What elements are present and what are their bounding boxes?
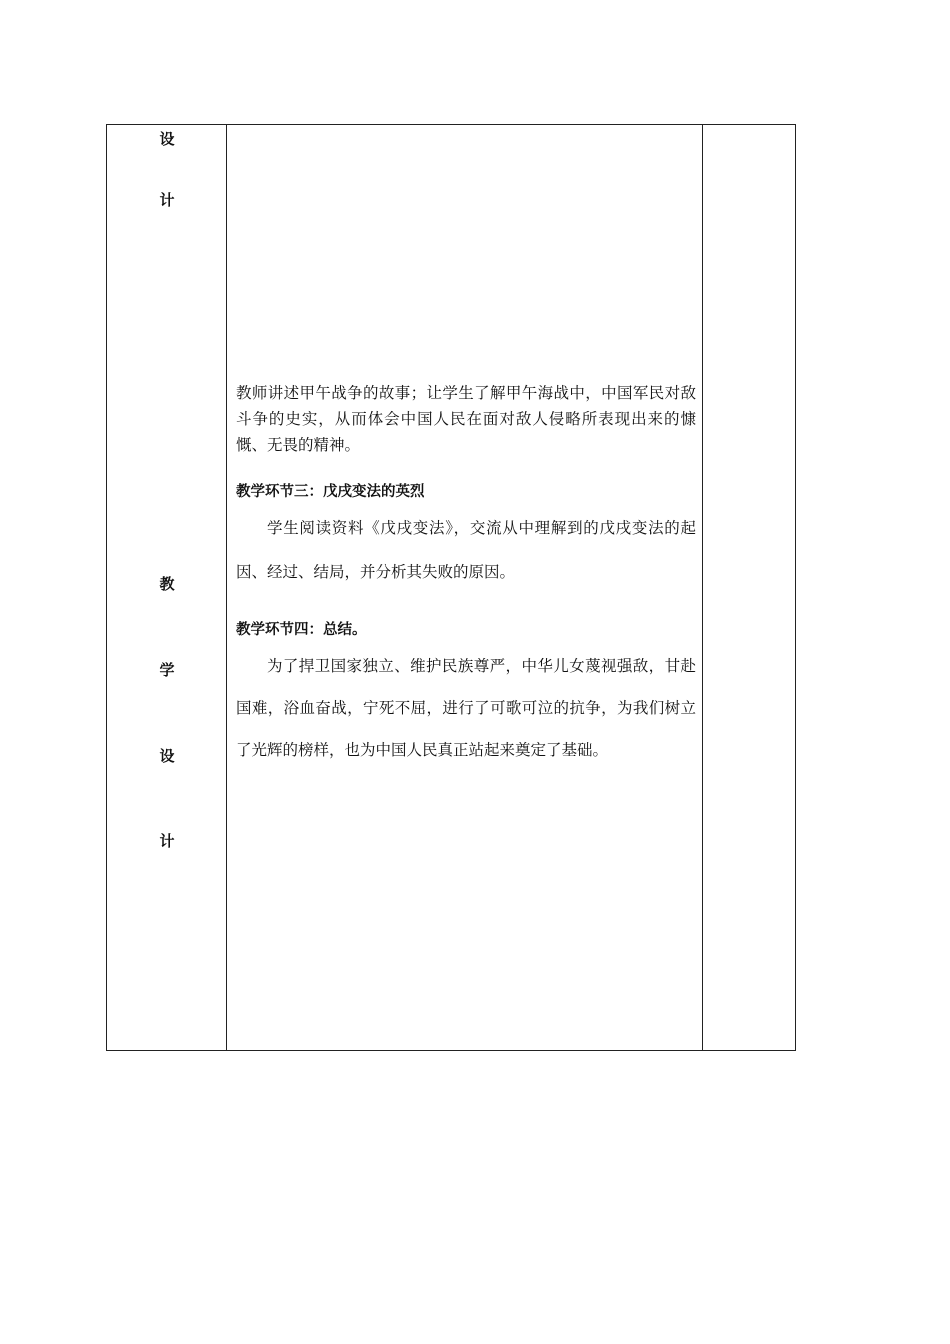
lesson-table [106,124,796,1051]
left-label-char: 设 [159,130,175,148]
section4-heading: 教学环节四：总结。 [236,622,367,638]
left-label-char: 学 [159,661,175,679]
section3-body: 学生阅读资料《戊戌变法》，交流从中理解到的戊戌变法的起因、经过、结局，并分析其失败的原因。 [236,519,696,581]
left-label-char: 设 [159,747,175,765]
intro-paragraph: 教师讲述甲午战争的故事；让学生了解甲午海战中，中国军民对敌斗争的史实，从而体会中国人民在面对敌人侵略所表现出来的慷慨、无畏的精神。 [236,384,696,454]
section4-block [236,645,696,771]
column-divider-right [702,125,703,1050]
section3-block [236,506,696,594]
section3-heading: 教学环节三：戊戌变法的英烈 [236,484,425,500]
left-label-char: 教 [159,575,175,593]
intro-block [236,380,696,458]
left-label-char: 计 [159,191,175,209]
section4-body: 为了捍卫国家独立、维护民族尊严，中华儿女蔑视强敌，甘赴国难，浴血奋战，宁死不屈，进行了可歌可泣的抗争，为我们树立了光辉的榜样，也为中国人民真正站起来奠定了基础。 [236,657,696,759]
column-divider-left [226,125,227,1050]
left-label-char: 计 [159,832,175,850]
